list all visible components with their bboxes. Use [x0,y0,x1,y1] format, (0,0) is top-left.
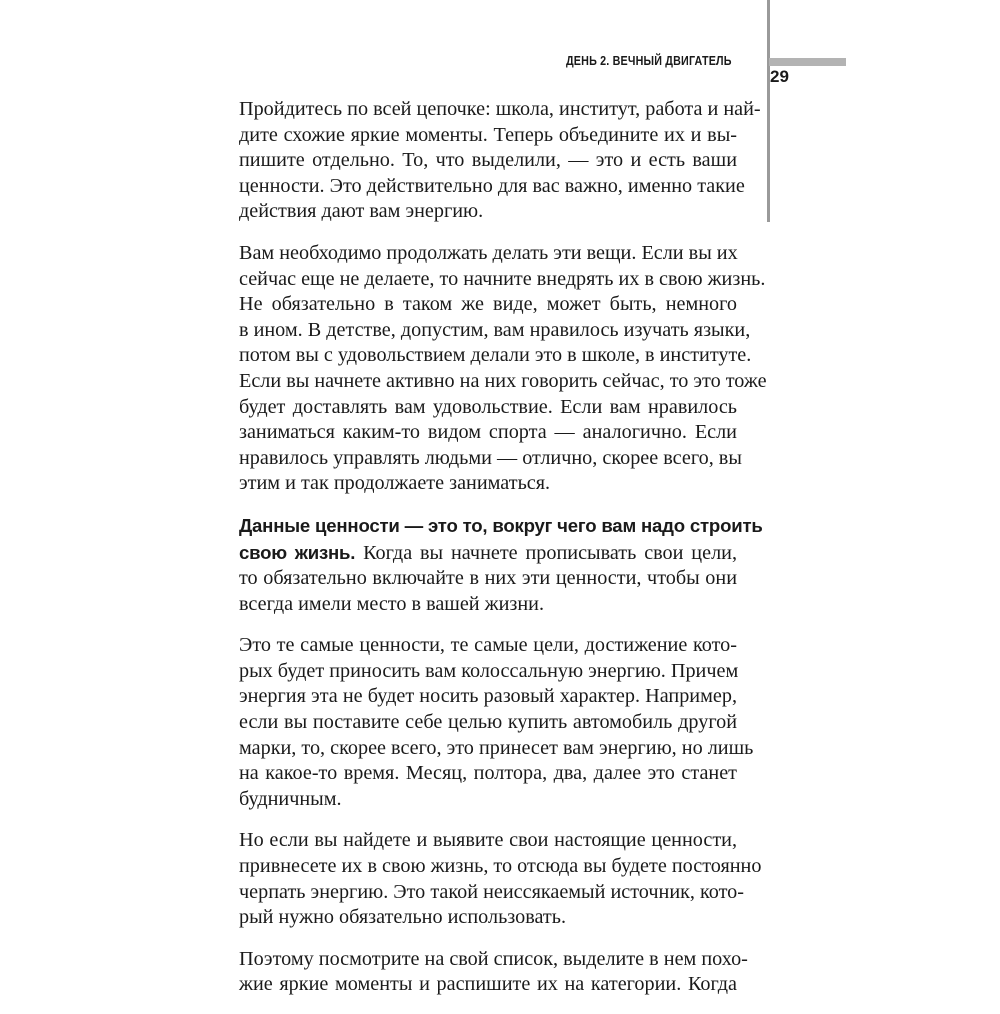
text-line: заниматься каким-то видом спорта — аналогично. Если [239,421,737,444]
text-line: действия дают вам энергию. [239,200,484,223]
text-line: дите схожие яркие моменты. Теперь объедините их и вы- [239,123,737,146]
text-line: Но если вы найдете и выявите свои настоящие ценности, [239,829,737,852]
margin-rule [767,0,770,222]
text-line: если вы поставите себе целью купить автомобиль другой [239,711,737,734]
text-line: будничным. [239,787,342,810]
text-line: марки, то, скорее всего, это принесет вам энергию, но лишь [239,736,754,759]
text-line: ценности. Это действительно для вас важно, именно такие [239,174,745,197]
text-line: Вам необходимо продолжать делать эти вещи. Если вы их [239,241,738,264]
text-line: всегда имели место в вашей жизни. [239,592,545,615]
text-line [239,540,737,567]
text-line: будет доставлять вам удовольствие. Если вам нравилось [239,395,737,418]
text-line: жие яркие моменты и распишите их на категории. Когда [239,973,737,996]
header-bar [769,58,846,66]
text-line: Не обязательно в таком же виде, может быть, немного [239,293,737,316]
bold-emphasis: Данные ценности — это то, вокруг чего вам надо строить [239,514,763,536]
text-line: Пройдитесь по всей цепочке: школа, институт, работа и най- [239,98,761,120]
text-line: черпать энергию. Это такой неиссякаемый источник, кото- [239,880,745,903]
text-line: в ином. В детстве, допустим, вам нравилось изучать языки, [239,318,751,341]
text-line: рый нужно обязательно использовать. [239,906,567,929]
text-line: Поэтому посмотрите на свой список, выделите в нем похо- [239,947,748,970]
text-line: рых будет приносить вам колоссальную энергию. Причем [239,659,739,682]
text-line: сейчас еще не делаете, то начните внедрять их в свою жизнь. [239,267,766,290]
text-line: энергия эта не будет носить разовый характер. Например, [239,685,737,708]
text-line: на какое-то время. Месяц, полтора, два, далее это станет [239,762,737,785]
paragraph-4 [239,633,754,812]
page-number: 29 [770,67,789,86]
text-line: нравилось управлять людьми — отлично, скорее всего, вы [239,446,742,469]
running-header: ДЕНЬ 2. ВЕЧНЫЙ ДВИГАТЕЛЬ [566,54,732,68]
text-line [239,513,763,540]
paragraph-3 [239,513,763,617]
body-text [239,97,767,1014]
bold-emphasis: свою жизнь. [239,541,356,563]
paragraph-2 [239,241,767,497]
text-line: Это те самые ценности, те самые цели, достижение кото- [239,634,737,657]
text-line: потом вы с удовольствием делали это в школе, в институте. [239,344,752,367]
paragraph-5 [239,828,762,930]
text-line: Если вы начнете активно на них говорить сейчас, то это тоже [239,369,767,392]
paragraph-1 [239,97,761,225]
text-line: этим и так продолжаете заниматься. [239,472,551,495]
text-line: пишите отдельно. То, что выделили, — это и есть ваши [239,149,737,172]
paragraph-6 [239,947,748,998]
text-run: Когда вы начнете прописывать свои цели, [355,541,737,564]
text-line: то обязательно включайте в них эти ценности, чтобы они [239,567,737,590]
text-line: привнесете их в свою жизнь, то отсюда вы будете постоянно [239,855,762,878]
